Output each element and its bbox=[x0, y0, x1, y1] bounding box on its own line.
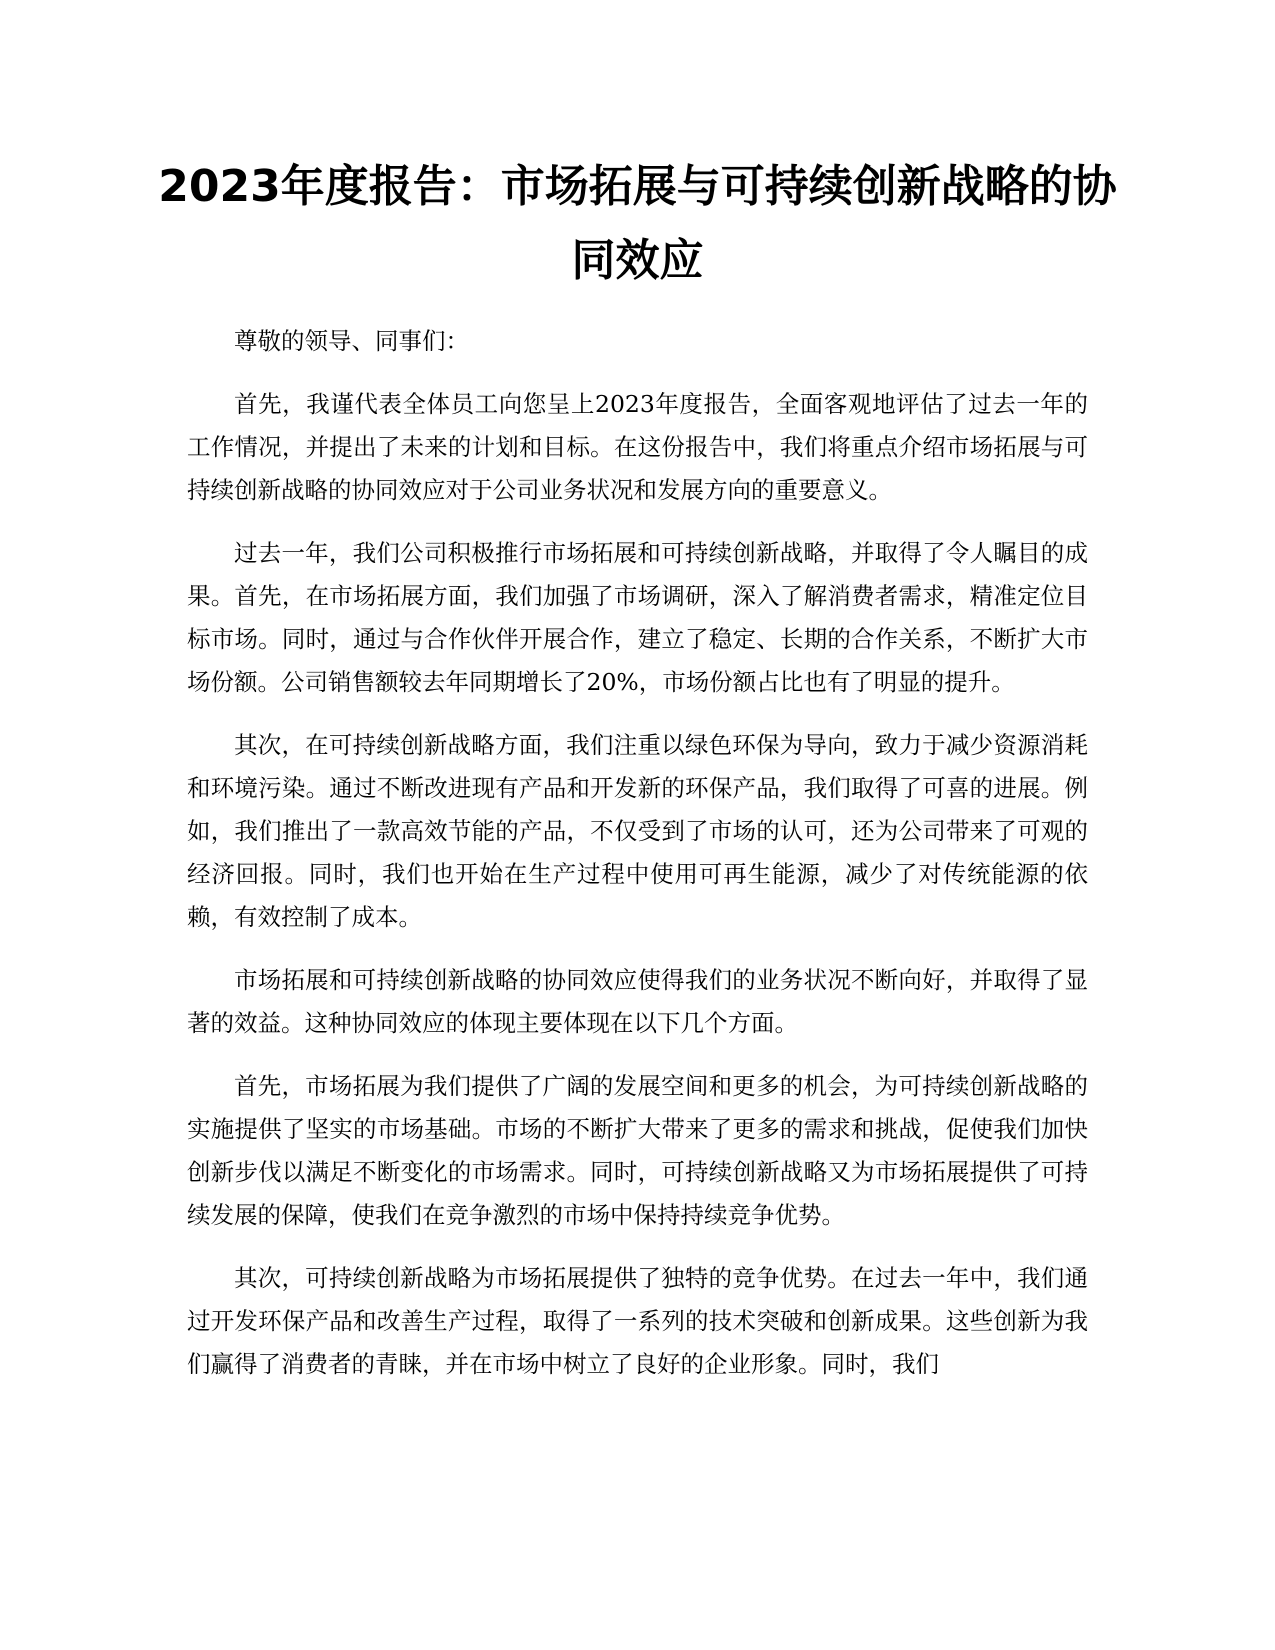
document-body bbox=[187, 320, 1088, 1386]
paragraph-synergy-overview: 市场拓展和可持续创新战略的协同效应使得我们的业务状况不断向好，并取得了显著的效益。这种协同效应的体现主要体现在以下几个方面。 bbox=[187, 966, 1088, 1037]
document-title: 2023年度报告：市场拓展与可持续创新战略的协同效应 bbox=[158, 161, 1117, 286]
paragraph-synergy-point-two: 其次，可持续创新战略为市场拓展提供了独特的竞争优势。在过去一年中，我们通过开发环保产品和改善生产过程，取得了一系列的技术突破和创新成果。这些创新为我们赢得了消费者的青睐，并在市场中树立了良好的企业形象。同时，我们 bbox=[187, 1264, 1088, 1378]
paragraph-market-expansion: 过去一年，我们公司积极推行市场拓展和可持续创新战略，并取得了令人瞩目的成果。首先，在市场拓展方面，我们加强了市场调研，深入了解消费者需求，精准定位目标市场。同时，通过与合作伙伴开展合作，建立了稳定、长期的合作关系，不断扩大市场份额。公司销售额较去年同期增长了20%，市场份额占比也有了明显的提升。 bbox=[187, 539, 1088, 696]
paragraph-introduction: 首先，我谨代表全体员工向您呈上2023年度报告，全面客观地评估了过去一年的工作情况，并提出了未来的计划和目标。在这份报告中，我们将重点介绍市场拓展与可持续创新战略的协同效应对于公司业务状况和发展方向的重要意义。 bbox=[187, 390, 1088, 504]
paragraph-salutation: 尊敬的领导、同事们： bbox=[234, 327, 469, 355]
paragraph-synergy-point-one: 首先，市场拓展为我们提供了广阔的发展空间和更多的机会，为可持续创新战略的实施提供了坚实的市场基础。市场的不断扩大带来了更多的需求和挑战，促使我们加快创新步伐以满足不断变化的市场需求。同时，可持续创新战略又为市场拓展提供了可持续发展的保障，使我们在竞争激烈的市场中保持持续竞争优势。 bbox=[187, 1072, 1088, 1229]
paragraph-sustainable-innovation: 其次，在可持续创新战略方面，我们注重以绿色环保为导向，致力于减少资源消耗和环境污染。通过不断改进现有产品和开发新的环保产品，我们取得了可喜的进展。例如，我们推出了一款高效节能的产品，不仅受到了市场的认可，还为公司带来了可观的经济回报。同时，我们也开始在生产过程中使用可再生能源，减少了对传统能源的依赖，有效控制了成本。 bbox=[187, 731, 1088, 931]
